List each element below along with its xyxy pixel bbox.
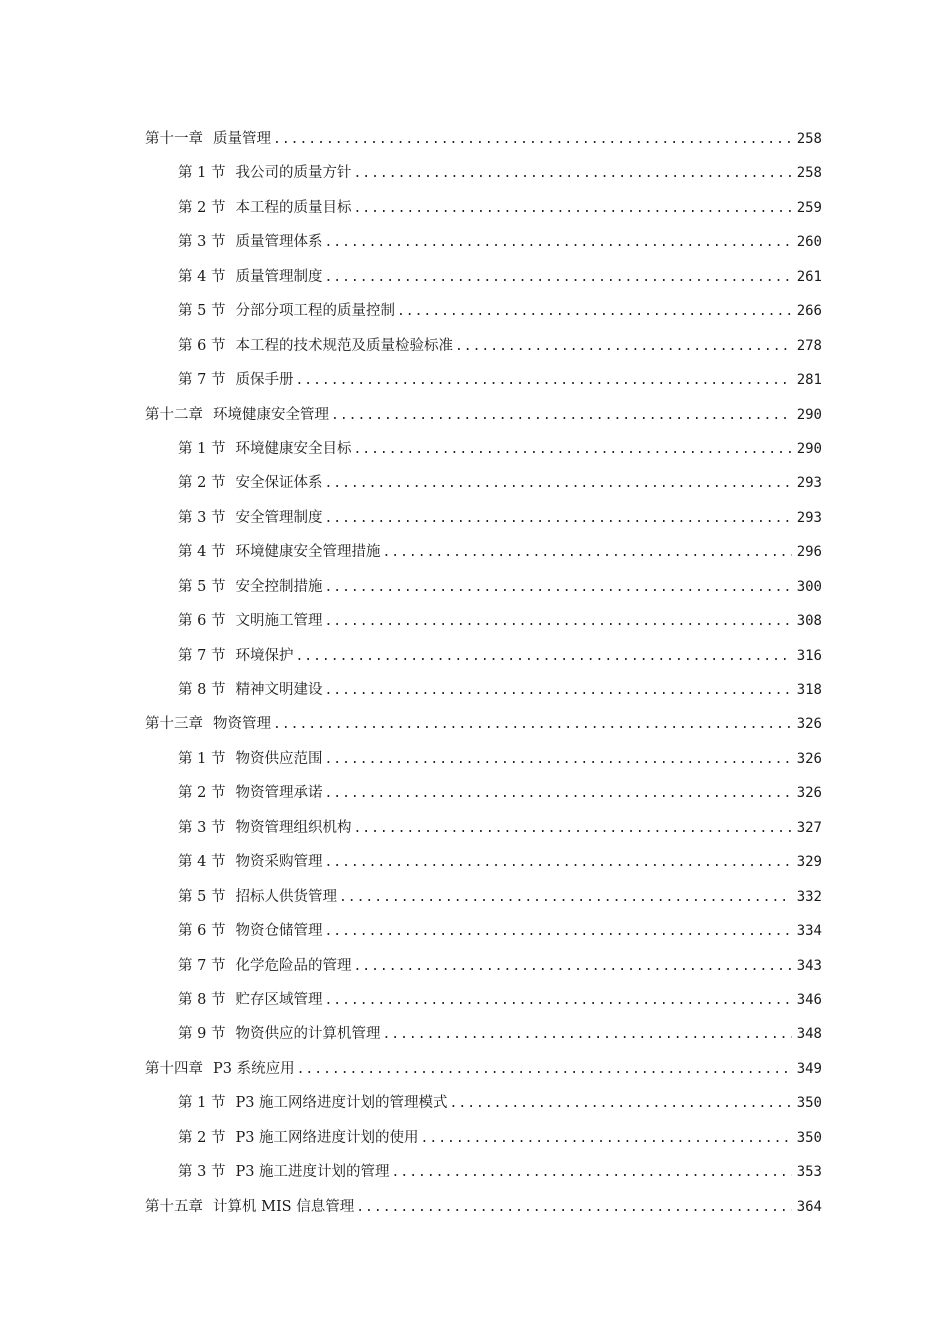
toc-entry-number: 第 1 节 [178, 440, 226, 457]
toc-dot-leader [324, 777, 792, 811]
toc-page-number: 258 [796, 131, 822, 147]
toc-dot-leader [421, 1122, 792, 1156]
toc-entry-title: 环境保护 [235, 647, 294, 664]
toc-dot-leader [324, 984, 792, 1018]
toc-entry-label [145, 1052, 295, 1086]
toc-entry-title: 质保手册 [235, 372, 294, 389]
toc-entry-title: 文明施工管理 [235, 613, 323, 630]
toc-dot-leader [295, 364, 792, 398]
toc-entry-number: 第十三章 [145, 716, 203, 733]
toc-entry-number: 第 8 节 [178, 991, 226, 1008]
toc-section-entry[interactable] [145, 742, 822, 776]
toc-entry-number: 第 2 节 [178, 475, 226, 492]
toc-entry-number: 第 1 节 [178, 1095, 226, 1112]
toc-page-number: 308 [796, 613, 822, 630]
toc-entry-label [178, 673, 322, 707]
toc-page-number: 349 [796, 1060, 822, 1077]
toc-entry-number: 第十五章 [145, 1198, 203, 1215]
toc-page-number: 332 [796, 888, 822, 905]
toc-entry-title: P3 施工进度计划的管理 [235, 1164, 390, 1181]
toc-section-entry[interactable] [145, 260, 822, 294]
toc-dot-leader [382, 1018, 792, 1052]
toc-entry-title: 环境健康安全目标 [235, 440, 352, 457]
toc-entry-label [178, 156, 351, 190]
toc-section-entry[interactable] [145, 983, 822, 1017]
toc-entry-title: 本工程的技术规范及质量检验标准 [235, 337, 453, 354]
toc-page-number: 318 [796, 682, 822, 698]
toc-page-number: 327 [796, 819, 822, 836]
toc-entry-title: 环境健康安全管理措施 [235, 544, 381, 561]
toc-entry-title: 贮存区域管理 [235, 991, 323, 1008]
toc-entry-number: 第十一章 [145, 131, 203, 147]
toc-entry-label [178, 639, 293, 673]
toc-entry-label [178, 225, 322, 259]
table-of-contents [145, 122, 822, 1224]
toc-dot-leader [353, 950, 792, 984]
toc-entry-number: 第 3 节 [178, 509, 226, 526]
toc-dot-leader [324, 571, 792, 605]
toc-entry-number: 第 3 节 [178, 819, 226, 836]
toc-section-entry[interactable] [145, 914, 822, 948]
toc-entry-title: 物资采购管理 [235, 854, 323, 871]
toc-entry-number: 第十四章 [145, 1060, 203, 1077]
toc-entry-label [178, 1121, 419, 1155]
toc-chapter-entry[interactable] [145, 707, 822, 741]
toc-entry-title: 分部分项工程的质量控制 [235, 303, 395, 320]
toc-chapter-entry[interactable] [145, 1052, 822, 1086]
toc-page-number: 281 [796, 372, 822, 389]
toc-entry-label [178, 604, 322, 638]
toc-page-number: 258 [796, 165, 822, 182]
toc-section-entry[interactable] [145, 776, 822, 810]
toc-entry-label [145, 707, 271, 741]
toc-chapter-entry[interactable] [145, 1190, 822, 1224]
toc-section-entry[interactable] [145, 1017, 822, 1051]
toc-entry-label [178, 776, 322, 810]
toc-section-entry[interactable] [145, 432, 822, 466]
toc-page-number: 290 [796, 406, 822, 423]
toc-entry-title: 物资管理承诺 [235, 785, 323, 802]
toc-section-entry[interactable] [145, 535, 822, 569]
toc-page-number: 316 [796, 647, 822, 664]
toc-entry-label [145, 122, 271, 156]
toc-entry-label [178, 1086, 448, 1120]
toc-entry-title: 质量管理制度 [235, 268, 323, 285]
toc-entry-title: 质量管理体系 [235, 234, 323, 251]
toc-dot-leader [324, 743, 792, 777]
toc-entry-number: 第 4 节 [178, 854, 226, 871]
toc-dot-leader [324, 674, 792, 708]
toc-dot-leader [324, 226, 792, 260]
toc-dot-leader [353, 433, 792, 467]
toc-section-entry[interactable] [145, 880, 822, 914]
toc-page-number: 266 [796, 303, 822, 320]
toc-section-entry[interactable] [145, 363, 822, 397]
toc-page-number: 364 [796, 1198, 822, 1215]
toc-entry-title: P3 施工网络进度计划的使用 [235, 1129, 419, 1146]
toc-entry-title: 物资供应范围 [235, 750, 323, 767]
toc-page-number: 329 [796, 854, 822, 871]
toc-entry-number: 第 2 节 [178, 1129, 226, 1146]
toc-page-number: 261 [796, 268, 822, 285]
toc-entry-number: 第 3 节 [178, 1164, 226, 1181]
toc-entry-number: 第 9 节 [178, 1026, 226, 1043]
toc-entry-title: 环境健康安全管理 [213, 406, 329, 423]
toc-section-entry[interactable] [145, 1086, 822, 1120]
toc-dot-leader [339, 881, 792, 915]
toc-section-entry[interactable] [145, 811, 822, 845]
toc-dot-leader [353, 192, 792, 226]
toc-entry-title: 安全管理制度 [235, 509, 323, 526]
toc-dot-leader [382, 536, 792, 570]
toc-dot-leader [392, 1156, 792, 1190]
toc-dot-leader [324, 467, 792, 501]
toc-entry-number: 第 7 节 [178, 372, 226, 389]
toc-section-entry[interactable] [145, 639, 822, 673]
toc-entry-label [178, 811, 351, 845]
toc-dot-leader [297, 1053, 792, 1087]
toc-entry-number: 第 2 节 [178, 199, 226, 216]
toc-section-entry[interactable] [145, 466, 822, 500]
toc-dot-leader [324, 846, 792, 880]
toc-entry-label [145, 398, 329, 432]
toc-entry-title: 化学危险品的管理 [235, 957, 352, 974]
toc-page-number: 348 [796, 1026, 822, 1043]
toc-page-number: 293 [796, 475, 822, 492]
toc-page-number: 326 [796, 716, 822, 733]
toc-page-number: 278 [796, 337, 822, 354]
toc-section-entry[interactable] [145, 191, 822, 225]
toc-page-number: 293 [796, 509, 822, 526]
toc-section-entry[interactable] [145, 570, 822, 604]
toc-entry-label [178, 432, 351, 466]
toc-entry-title: 物资供应的计算机管理 [235, 1026, 381, 1043]
toc-entry-title: 精神文明建设 [235, 682, 323, 698]
toc-entry-number: 第 7 节 [178, 957, 226, 974]
toc-dot-leader [324, 502, 792, 536]
toc-page-number: 296 [796, 544, 822, 561]
toc-section-entry[interactable] [145, 673, 822, 707]
toc-entry-title: 我公司的质量方针 [235, 165, 352, 182]
toc-entry-number: 第 8 节 [178, 682, 226, 698]
toc-entry-label [178, 535, 380, 569]
toc-section-entry[interactable] [145, 845, 822, 879]
toc-entry-number: 第 7 节 [178, 647, 226, 664]
toc-page-number: 300 [796, 578, 822, 595]
toc-entry-label [178, 949, 351, 983]
toc-entry-label [178, 363, 293, 397]
toc-dot-leader [450, 1087, 792, 1121]
toc-entry-label [145, 1190, 354, 1224]
toc-page-number: 350 [796, 1129, 822, 1146]
toc-entry-number: 第 6 节 [178, 613, 226, 630]
toc-dot-leader [273, 123, 792, 157]
toc-dot-leader [353, 812, 792, 846]
toc-chapter-entry[interactable] [145, 398, 822, 432]
toc-entry-title: 物资管理组织机构 [235, 819, 352, 836]
toc-page-number: 326 [796, 785, 822, 802]
toc-entry-title: 计算机 MIS 信息管理 [213, 1198, 355, 1215]
toc-page-number: 353 [796, 1164, 822, 1181]
toc-entry-number: 第 6 节 [178, 337, 226, 354]
toc-entry-label [178, 914, 322, 948]
toc-dot-leader [356, 1191, 792, 1225]
toc-entry-title: 物资仓储管理 [235, 923, 323, 940]
toc-entry-label [178, 845, 322, 879]
toc-page-number: 259 [796, 199, 822, 216]
toc-entry-label [178, 294, 395, 328]
toc-section-entry[interactable] [145, 1121, 822, 1155]
toc-page-number: 350 [796, 1095, 822, 1112]
toc-entry-label [178, 466, 322, 500]
toc-entry-label [178, 191, 351, 225]
toc-entry-number: 第 1 节 [178, 165, 226, 182]
toc-dot-leader [397, 295, 792, 329]
toc-page-number: 346 [796, 991, 822, 1008]
toc-dot-leader [324, 261, 792, 295]
toc-entry-number: 第 1 节 [178, 750, 226, 767]
toc-entry-number: 第 4 节 [178, 268, 226, 285]
toc-entry-title: 安全保证体系 [235, 475, 323, 492]
toc-entry-label [178, 570, 322, 604]
toc-entry-label [178, 1155, 390, 1189]
toc-dot-leader [324, 605, 792, 639]
toc-chapter-entry[interactable] [145, 122, 822, 156]
toc-dot-leader [324, 915, 792, 949]
toc-section-entry[interactable] [145, 604, 822, 638]
toc-dot-leader [331, 399, 792, 433]
toc-section-entry[interactable] [145, 225, 822, 259]
toc-entry-title: 本工程的质量目标 [235, 199, 352, 216]
toc-entry-number: 第 4 节 [178, 544, 226, 561]
toc-section-entry[interactable] [145, 329, 822, 363]
toc-entry-number: 第 5 节 [178, 303, 226, 320]
toc-page-number: 260 [796, 234, 822, 251]
toc-entry-number: 第十二章 [145, 406, 203, 423]
toc-entry-title: 质量管理 [213, 131, 271, 147]
toc-entry-number: 第 5 节 [178, 888, 226, 905]
toc-entry-title: P3 施工网络进度计划的管理模式 [235, 1095, 448, 1112]
toc-section-entry[interactable] [145, 501, 822, 535]
toc-entry-title: P3 系统应用 [213, 1060, 295, 1077]
toc-entry-number: 第 2 节 [178, 785, 226, 802]
toc-entry-number: 第 3 节 [178, 234, 226, 251]
toc-page-number: 326 [796, 750, 822, 767]
toc-page-number: 290 [796, 440, 822, 457]
toc-entry-label [178, 501, 322, 535]
toc-entry-label [178, 1017, 380, 1051]
toc-entry-label [178, 260, 322, 294]
toc-entry-number: 第 6 节 [178, 923, 226, 940]
toc-section-entry[interactable] [145, 156, 822, 190]
toc-section-entry[interactable] [145, 294, 822, 328]
toc-page-number: 343 [796, 957, 822, 974]
toc-dot-leader [295, 640, 792, 674]
toc-page-number: 334 [796, 923, 822, 940]
toc-entry-title: 安全控制措施 [235, 578, 323, 595]
toc-entry-title: 招标人供货管理 [235, 888, 337, 905]
toc-section-entry[interactable] [145, 949, 822, 983]
toc-dot-leader [353, 157, 792, 191]
toc-section-entry[interactable] [145, 1155, 822, 1189]
toc-entry-label [178, 983, 322, 1017]
toc-entry-number: 第 5 节 [178, 578, 226, 595]
toc-dot-leader [455, 330, 792, 364]
toc-entry-label [178, 329, 453, 363]
toc-entry-label [178, 880, 337, 914]
toc-dot-leader [273, 708, 792, 742]
toc-entry-title: 物资管理 [213, 716, 271, 733]
toc-entry-label [178, 742, 322, 776]
